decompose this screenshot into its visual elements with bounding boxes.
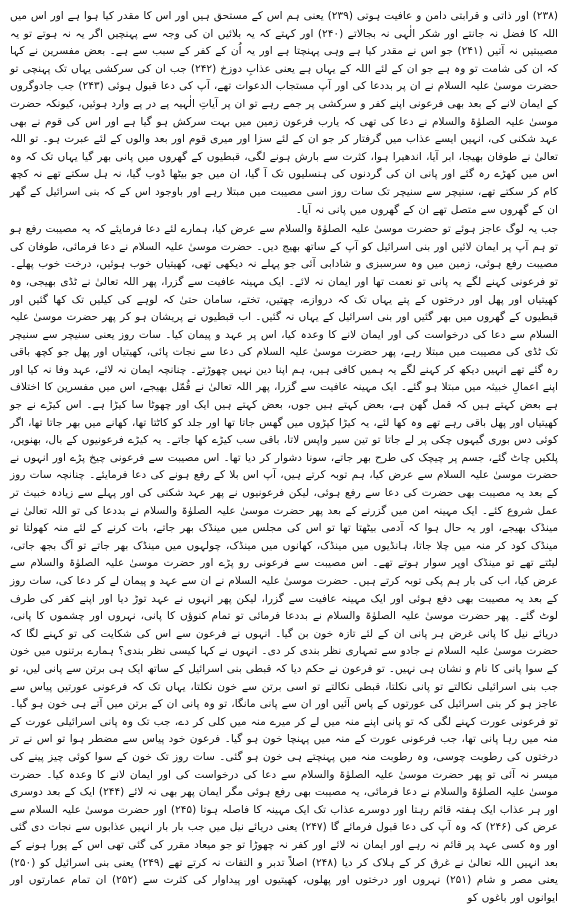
paragraph-2: جب یہ لوگ عاجز ہوئے تو حضرت موسیٰ علیہ الصلوٰۃ والسلام سے عرض کیا، ہمارے لئے دعا فرمایئے کہ یہ مصیبت رفع ہو تو ہم آپ پر ایمان لائیں اور بنی اسرائیل کو آپ کے ساتھ بھیج دیں۔ حضرت موسیٰ علیہ السلام نے دعا فرمائی، طوفان کی مصیبت رفع ہوئی، زمین میں وہ سرسبزی و شادابی آئی جو پہلے نہ دیکھی تھی، کھیتیاں خوب ہوئیں، درخت خوب پھلے۔ تو فرعونی کہنے لگے یہ پانی تو نعمت تھا اور ایمان نہ لائے۔ ایک مہینہ عافیت سے گزرا، پھر اللہ تعالیٰ نے ٹڈی بھیجی، وہ کھیتیاں اور پھل اور درختوں کے پتے یہاں تک کہ دروازے، چھتیں، تختے، سامان حتیٰ کہ لوہے کی کیلیں تک کھا گئیں اور قبطیوں کے گھروں میں بھر گئیں اور بنی اسرائیل کے یہاں نہ گئیں۔ اب قبطیوں نے پریشان ہو کر پھر حضرت موسیٰ علیہ السلام سے دعا کی درخواست کی اور ایمان لانے کا وعدہ کیا، اس پر عہد و پیمان کیا۔ سات روز یعنی سنیچر سے سنیچر تک ٹڈی کی مصیبت میں مبتلا رہے، پھر حضرت موسیٰ علیہ السلام کی دعا سے نجات پائی، کھیتیاں اور پھل جو کچھ باقی رہ گئے تھے انہیں دیکھ کر کہنے لگے یہ ہمیں کافی ہیں، ہم اپنا دین نہیں چھوڑتے۔ چنانچہ ایمان نہ لائے، عہد وفا نہ کیا اور اپنے اعمالِ خبیثہ میں مبتلا ہو گئے۔ ایک مہینہ عافیت سے گزرا، پھر اللہ تعالیٰ نے قُمّل بھیجے، اس میں مفسرین کا اختلاف ہے بعض کہتے ہیں کہ قمل گھن ہے، بعض کہتے ہیں جوں، بعض کہتے ہیں ایک اور چھوٹا سا کیڑا ہے۔ اس کیڑے نے جو کھیتیاں اور پھل باقی رہے تھے وہ کھا لئے، یہ کیڑا کپڑوں میں گھس جاتا تھا اور جلد کو کاٹتا تھا، کھانے میں بھر جاتا تھا، اگر کوئی دس بوری گیہوں چکی پر لے جاتا تو تین سیر واپس لاتا، باقی سب کیڑے کھا جاتے۔ یہ کیڑے فرعونیوں کے بال، بھنویں، پلکیں چاٹ گئے، جسم پر چیچک کی طرح بھر جاتے، سونا دشوار کر دیا تھا۔ اس مصیبت سے فرعونی چیخ پڑے اور انہوں نے حضرت موسیٰ علیہ السلام سے عرض کیا، ہم توبہ کرتے ہیں، آپ اس بلا کے رفع ہونے کی دعا فرمایئے۔ چنانچہ سات روز کے بعد یہ مصیبت بھی حضرت کی دعا سے رفع ہوئی، لیکن فرعونیوں نے پھر عہد شکنی کی اور پہلے سے زیادہ خبیث تر عمل شروع کئے۔ ایک مہینہ امن میں گزرنے کے بعد پھر حضرت موسیٰ علیہ الصلوٰۃ والسلام نے بددعا کی تو اللہ تعالیٰ نے مینڈک بھیجے، اور یہ حال ہوا کہ آدمی بیٹھتا تھا تو اس کی مجلس میں مینڈک بھر جاتے، بات کرنے کے لئے منہ کھولتا تو مینڈک کود کر منہ میں چلا جاتا، ہانڈیوں میں مینڈک، کھانوں میں مینڈک، چولہوں میں مینڈک بھر جاتے تو آگ بجھ جاتی، لیٹتے تھے تو مینڈک اوپر سوار ہوتے تھے۔ اس مصیبت سے فرعونی رو پڑے اور حضرت موسیٰ علیہ الصلوٰۃ والسلام سے عرض کیا، اب کی بار ہم پکی توبہ کرتے ہیں۔ حضرت موسیٰ علیہ السلام نے ان سے عہد و پیمان لے کر دعا کی، سات روز کے بعد یہ مصیبت بھی دفع ہوئی اور ایک مہینہ عافیت سے گزرا، لیکن پھر انہوں نے عہد توڑ دیا اور اپنے کفر کی طرف لوٹ گئے۔ پھر حضرت موسیٰ علیہ الصلوٰۃ والسلام نے بددعا فرمائی تو تمام کنوؤں کا پانی، نہروں اور چشموں کا پانی، دریائے نیل کا پانی غرض ہر پانی ان کے لئے تازہ خون بن گیا۔ انہوں نے فرعون سے اس کی شکایت کی تو کہنے لگا کہ حضرت موسیٰ علیہ السلام نے جادو سے تمہاری نظر بندی کر دی۔ انہوں نے کہا کیسی نظر بندی؟ ہمارے برتنوں میں خون کے سوا پانی کا نام و نشان ہی نہیں۔ تو فرعون نے حکم دیا کہ قبطی بنی اسرائیل کے ساتھ ایک ہی برتن سے پانی لیں، تو جب بنی اسرائیلی نکالتے تو پانی نکلتا، قبطی نکالتے تو اسی برتن سے خون نکلتا، یہاں تک کہ فرعونی عورتیں پیاس سے عاجز ہو کر بنی اسرائیل کی عورتوں کے پاس آئیں اور ان سے پانی مانگا، تو وہ پانی ان کے برتن میں آتے ہی خون ہو گیا۔ تو فرعونی عورت کہنے لگی کہ تو پانی اپنے منہ میں لے کر میرے منہ میں کلی کر دے، جب تک وہ پانی اسرائیلی عورت کے منہ میں رہا پانی تھا، جب فرعونی عورت کے منہ میں پہنچا خون ہو گیا۔ فرعون خود پیاس سے مضطر ہوا تو اس نے تر درختوں کی رطوبت چوسی، وہ رطوبت منہ میں پہنچتے ہی خون ہو گئی۔ سات روز تک خون کے سوا کوئی چیز پینے کی میسر نہ آئی تو پھر حضرت موسیٰ علیہ الصلوٰۃ والسلام سے دعا کی درخواست کی اور ایمان لانے کا وعدہ کیا۔ حضرت موسیٰ علیہ الصلوٰۃ والسلام نے دعا فرمائی، یہ مصیبت بھی رفع ہوئی مگر ایمان پھر بھی نہ لائے (۲۴۴) ایک کے بعد دوسری اور ہر عذاب ایک ہفتہ قائم رہتا اور دوسرے عذاب تک ایک مہینہ کا فاصلہ ہوتا (۲۴۵) اور حضرت موسیٰ علیہ السلام سے عرض کی (۲۴۶) کہ وہ آپ کی دعا قبول فرمائے گا (۲۴۷) یعنی دریائے نیل میں جب بار بار انہیں عذابوں سے نجات دی گئی اور وہ کسی عہد پر قائم نہ رہے اور ایمان نہ لائے اور کفر نہ چھوڑا تو جو میعاد مقرر کی گئی تھی اس کے پورا ہونے کے بعد انہیں اللہ تعالیٰ نے غرق کر کے ہلاک کر دیا (۲۴۸) اصلاً تدبر و التفات نہ کرتے تھے (۲۴۹) یعنی بنی اسرائیل کو (۲۵۰) یعنی مصر و شام (۲۵۱) نہروں اور درختوں اور پھلوں، کھیتیوں اور پیداوار کی کثرت سے (۲۵۲) ان تمام عمارتوں اور ایوانوں اور باغوں کو: [10, 223, 559, 904]
paragraph-1: (۲۳۸) اور ذاتی و قرابتی دامن و عافیت ہوتی (۲۳۹) یعنی ہم اس کے مستحق ہیں اور اس کا مقدر کیا ہوا ہے اور اس میں اللہ کا فضل نہ جانتے اور شکر الٰہی نہ بجالاتے (۲۴۰) اور کہتے کہ یہ بلائیں ان کی وجہ سے پہنچیں اگر یہ نہ ہوتے تو یہ مصیبتیں نہ آتیں (۲۴۱) جو اس نے مقدر کیا ہے وہی پہنچتا ہے اور یہ اُن کے کفر کے سبب سے ہے۔ بعض مفسرین نے کہا کہ ان کی شامت تو وہ ہے جو ان کے لئے اللہ کے یہاں ہے یعنی عذابِ دوزخ (۲۴۲) جب ان کی سرکشی یہاں تک پہنچی تو حضرت موسیٰ علیہ السلام نے ان پر بددعا کی اور آپ مستجاب الدعوات تھے، آپ کی دعا قبول ہوئی (۲۴۳) جب جادوگروں کے ایمان لانے کے بعد بھی فرعونی اپنے کفر و سرکشی پر جمے رہے تو ان پر آیاتِ الٰہیہ پے در پے وارد ہوئیں، کیونکہ حضرت موسیٰ علیہ الصلوٰۃ والسلام نے دعا کی تھی کہ یارب فرعون زمین میں بہت سرکش ہو گیا ہے اور اس کی قوم نے بھی عہد شکنی کی، انہیں ایسے عذاب میں گرفتار کر جو ان کے لئے سزا اور میری قوم اور بعد والوں کے لئے عبرت ہو۔ تو اللہ تعالیٰ نے طوفان بھیجا، ابر آیا، اندھیرا ہوا، کثرت سے بارش ہونے لگی، قبطیوں کے گھروں میں پانی بھر گیا یہاں تک کہ وہ اس میں کھڑے رہ گئے اور پانی ان کی گردنوں کی ہنسلیوں تک آ گیا، ان میں جو بیٹھا ڈوب گیا، نہ ہل سکتے تھے نہ کچھ کام کر سکتے تھے، سنیچر سے سنیچر تک سات روز اسی مصیبت میں مبتلا رہے اور باوجود اس کے کہ بنی اسرائیل کے گھر ان کے گھروں سے متصل تھے ان کے گھروں میں پانی نہ آیا۔: [10, 10, 558, 216]
